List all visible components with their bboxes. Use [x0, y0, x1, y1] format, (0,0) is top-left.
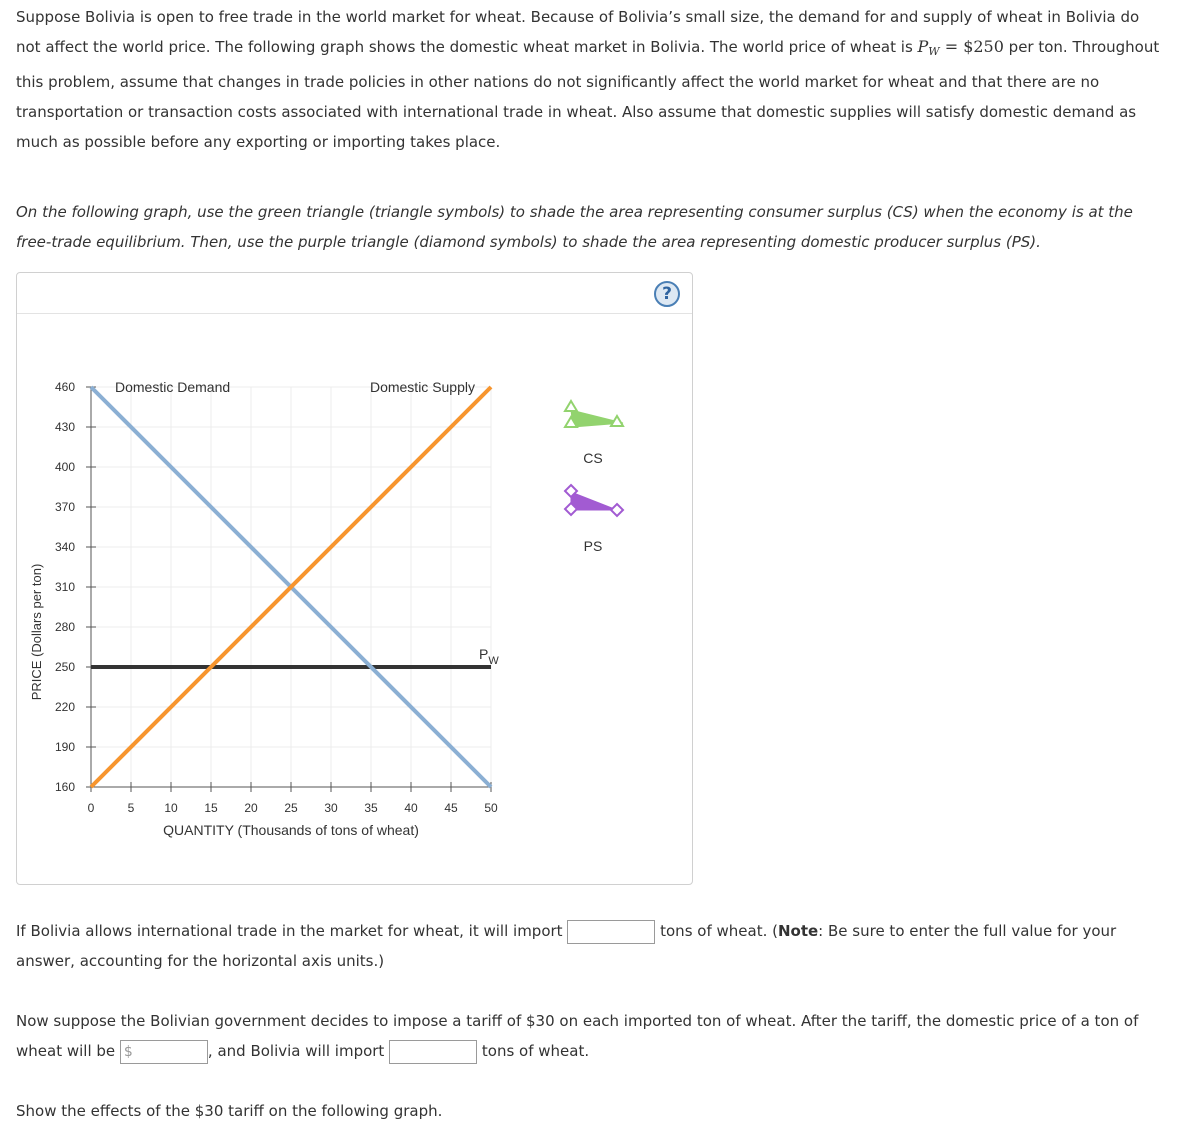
ps-diamond-marker-right[interactable]: [611, 504, 623, 516]
x-tick-label-15: 15: [204, 801, 218, 815]
graph-instruction: On the following graph, use the green triangle (triangle symbols) to shade the area representing consumer surplus (CS) when the economy is at the free-trade equilibrium. Then, use the purple triangle (diamond symbols) to shade the area representing domestic producer surplus (PS).: [16, 203, 1133, 251]
ps-triangle-shape[interactable]: [571, 492, 617, 510]
y-tick-label-160: 160: [54, 780, 75, 794]
x-tick-label-0: 0: [87, 801, 95, 815]
y-tick-label-370: 370: [54, 500, 75, 514]
y-tick-label-280: 280: [54, 620, 75, 634]
intro-text-1: Suppose Bolivia is open to free trade in the world market for wheat. Because of Bolivia’s small size, the demand for and supply of wheat in Bolivia do not affect the world price. The following graph shows the domestic wheat market in Bolivia. The world price of wheat is: [16, 8, 1140, 56]
x-tick-label-5: 5: [127, 801, 135, 815]
curve-labels: [115, 379, 499, 667]
note-text: : Be sure to enter the full value for your answer, accounting for the horizontal axis units.): [16, 922, 1117, 970]
y-tick-label-220: 220: [54, 700, 75, 714]
help-icon[interactable]: ?: [654, 281, 680, 307]
y-tick-label-460: 460: [54, 380, 75, 394]
surplus-chart[interactable]: [17, 314, 692, 884]
graph-panel-header: [17, 273, 692, 314]
cs-label: CS: [583, 450, 603, 466]
cs-tool[interactable]: [565, 401, 623, 466]
intro-text-2: per ton. Throughout this problem, assume that changes in trade policies in other nations do not significantly affect the world market for wheat and that there are no transportation or transaction costs associated with international trade in wheat. Also assume that domestic supplies will satisfy domestic demand as much as possible before any exporting or importing takes place.: [16, 38, 1160, 151]
x-tick-label-20: 20: [244, 801, 258, 815]
y-tick-label-430: 430: [54, 420, 75, 434]
import-question-units: tons of wheat. (: [660, 922, 778, 940]
import-question: [16, 916, 1166, 976]
intro-paragraph: [16, 2, 1166, 157]
y-tick-label-190: 190: [54, 740, 75, 754]
ps-label: PS: [583, 538, 603, 554]
x-tick-label-50: 50: [484, 801, 498, 815]
x-tick-label-30: 30: [324, 801, 338, 815]
x-axis-title: QUANTITY (Thousands of tons of wheat): [163, 822, 419, 838]
world-price-label-sub: W: [488, 655, 499, 667]
x-tick-label-40: 40: [404, 801, 418, 815]
dollar-prefix: $: [123, 1043, 133, 1060]
tariff-question-text: Now suppose the Bolivian government decides to impose a tariff of $30 on each imported ton of wheat. After the tariff, the domestic price of a ton of wheat will be: [16, 1012, 1139, 1060]
note-label: Note: [777, 922, 819, 940]
ps-tool[interactable]: [565, 485, 623, 554]
tariff-import-input[interactable]: [389, 1040, 477, 1064]
y-axis-title: PRICE (Dollars per ton): [29, 563, 44, 701]
y-tick-label-400: 400: [54, 460, 75, 474]
x-tick-label-10: 10: [164, 801, 178, 815]
import-quantity-input[interactable]: [567, 920, 655, 944]
demand-curve-label: Domestic Demand: [115, 379, 231, 395]
y-tick-label-250: 250: [54, 660, 75, 674]
graph-panel: [16, 272, 693, 885]
import-question-text: If Bolivia allows international trade in the market for wheat, it will import: [16, 922, 563, 940]
x-tick-label-35: 35: [364, 801, 378, 815]
world-price-expression: $P_W$ = $250: [917, 37, 1004, 58]
cs-triangle-marker-top[interactable]: [565, 401, 577, 411]
y-tick-label-340: 340: [54, 540, 75, 554]
world-price-label: $P_W$: [479, 646, 499, 667]
tariff-price-input[interactable]: [120, 1040, 208, 1064]
x-tick-label-45: 45: [444, 801, 458, 815]
tariff-question: [16, 1006, 1166, 1066]
x-tick-label-25: 25: [284, 801, 298, 815]
tariff-graph-instruction: Show the effects of the $30 tariff on the following graph.: [16, 1102, 443, 1120]
tariff-question-units: tons of wheat.: [481, 1042, 590, 1060]
y-tick-label-310: 310: [54, 580, 75, 594]
supply-curve-label: Domestic Supply: [369, 379, 475, 395]
tariff-question-text-2: , and Bolivia will import: [207, 1042, 385, 1060]
